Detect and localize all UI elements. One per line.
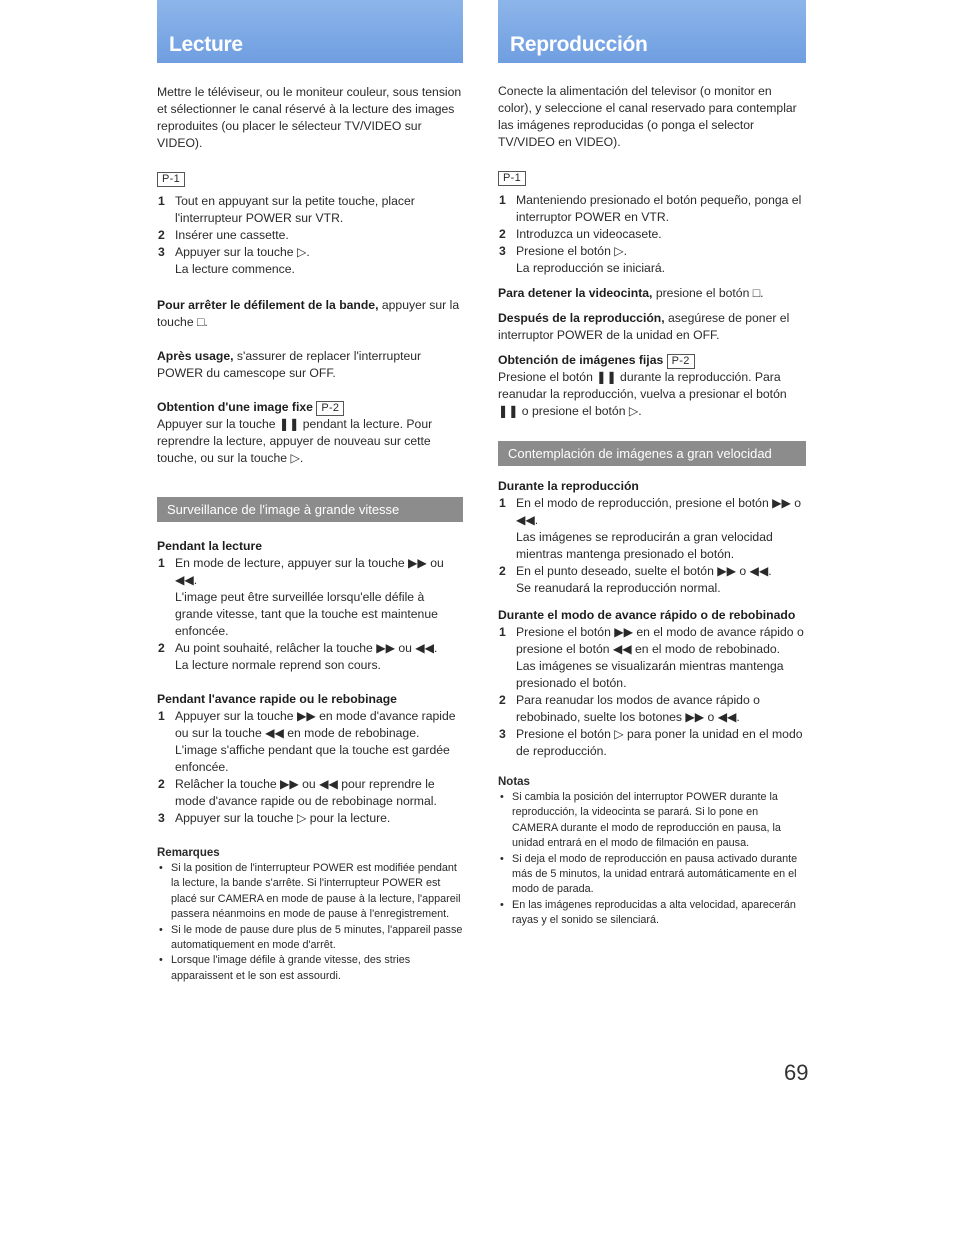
subhead-during-playback: Pendant la lecture [157,539,262,553]
step-item: 1 Appuyer sur la touche ▶▶ en mode d'avance rapide ou sur la touche ◀◀ en mode de rebobinage. L'image s'affiche pendant que la touche est gardée enfoncée. [158,709,456,774]
step-item: 3 Presione el botón ▷. La reproducción se iniciará. [499,244,666,275]
during-playback-steps [498,495,806,597]
subhead-during-playback: Durante la reproducción [498,479,639,493]
figure-ref-p2: P-2 [316,401,344,416]
during-playback-steps [157,555,463,674]
step-item: 2 Insérer une cassette. [158,228,289,242]
section-header-reproduccion: Reproducción [498,0,806,63]
playback-steps [498,192,806,277]
still-image-paragraph: Obtención de imágenes fijas P-2 Presione el botón ❚❚ durante la reproducción. Para reanudar la reproducción, vuelva a presionar el botón ❚❚ o presione el botón ▷. [498,353,787,418]
section-bar-high-speed: Surveillance de l'image à grande vitesse [157,497,463,522]
intro-text: Conecte la alimentación del televisor (o monitor en color), y seleccione el canal reservado para contemplar las imágenes reproducidas (o ponga el selector TV/VIDEO en VIDEO). [498,84,797,149]
subhead-ff-rewind: Pendant l'avance rapide ou le rebobinage [157,692,397,706]
figure-ref-p1: P-1 [157,172,185,187]
step-item: 2 Para reanudar los modos de avance rápido o rebobinado, suelte los botones ▶▶ o ◀◀. [499,693,760,724]
notes-list [157,861,463,984]
column-french [157,0,463,984]
note-item: • Si le mode de pause dure plus de 5 minutes, l'appareil passe automatiquement en mode d'arrêt. [157,923,463,954]
ff-rewind-steps [157,708,463,827]
step-item: 2 Au point souhaité, relâcher la touche ▶▶ ou ◀◀. La lecture normale reprend son cours. [158,641,438,672]
figure-ref-p2: P-2 [667,354,695,369]
column-spanish [498,0,806,929]
step-item: 3 Appuyer sur la touche ▷ pour la lecture. [158,811,391,825]
step-item: 1 En el modo de reproducción, presione el botón ▶▶ o ◀◀. Las imágenes se reproducirán a gran velocidad mientras mantenga presionado el botón. [499,496,802,561]
ff-rewind-steps [498,624,806,760]
stop-paragraph: Pour arrêter le défilement de la bande, appuyer sur la touche □. [157,298,460,329]
section-bar-high-speed: Contemplación de imágenes a gran velocidad [498,441,806,466]
after-use-paragraph: Après usage, s'assurer de replacer l'interrupteur POWER du camescope sur OFF. [157,349,422,380]
step-item: 2 Relâcher la touche ▶▶ ou ◀◀ pour reprendre le mode d'avance rapide ou de rebobinage normal. [158,777,437,808]
subhead-ff-rewind: Durante el modo de avance rápido o de rebobinado [498,608,796,622]
note-item: • Si la position de l'interrupteur POWER est modifiée pendant la lecture, la bande s'arrête. Si l'interrupteur POWER est placé sur CAMERA en mode de pause à la lecture, l'appareil passera néanmoins en mode de pause à l'enregistrement. [157,861,463,923]
step-item: 1 Manteniendo presionado el botón pequeño, ponga el interruptor POWER en VTR. [499,193,802,224]
page-number: 69 [784,1060,809,1085]
step-item: 3 Appuyer sur la touche ▷. La lecture commence. [158,245,310,276]
section-header-lecture: Lecture [157,0,463,63]
figure-ref-p1: P-1 [498,171,526,186]
step-item: 3 Presione el botón ▷ para poner la unidad en el modo de reproducción. [499,727,803,758]
step-item: 2 Introduzca un videocasete. [499,227,662,241]
step-item: 2 En el punto deseado, suelte el botón ▶▶ o ◀◀. Se reanudará la reproducción normal. [499,564,772,595]
note-item: • Si cambia la posición del interruptor POWER durante la reproducción, la videocinta se parará. Si lo pone en CAMERA durante el modo de reproducción en pausa, la unidad entrará en el modo de filmación en pausa. [498,790,806,852]
stop-paragraph: Para detener la videocinta, presione el botón □. [498,286,764,300]
notes-list [498,790,806,929]
note-item: • Si deja el modo de reproducción en pausa activado durante más de 5 minutos, la unidad entrará automáticamente en el modo de parada. [498,852,806,898]
notes-title: Notas [498,776,530,788]
step-item: 1 Tout en appuyant sur la petite touche, placer l'interrupteur POWER sur VTR. [158,194,415,225]
after-use-paragraph: Después de la reproducción, asegúrese de poner el interruptor POWER de la unidad en OFF. [498,311,790,342]
step-item: 1 En mode de lecture, appuyer sur la touche ▶▶ ou ◀◀. L'image peut être surveillée lorsqu'elle défile à grande vitesse, tant que la touche est maintenue enfoncée. [158,556,444,638]
step-item: 1 Presione el botón ▶▶ en el modo de avance rápido o presione el botón ◀◀ en el modo de rebobinado. Las imágenes se visualizarán mientras mantenga presionado el botón. [499,625,804,690]
note-item: • En las imágenes reproducidas a alta velocidad, aparecerán rayas y el sonido se silenciará. [498,898,806,929]
still-image-paragraph: Obtention d'une image fixe P-2 Appuyer sur la touche ❚❚ pendant la lecture. Pour reprendre la lecture, appuyer de nouveau sur cette touche, ou sur la touche ▷. [157,400,433,465]
notes-title: Remarques [157,847,220,859]
playback-steps [157,193,463,278]
note-item: • Lorsque l'image défile à grande vitesse, des stries apparaissent et le son est assourdi. [157,953,463,984]
intro-text: Mettre le téléviseur, ou le moniteur couleur, sous tension et sélectionner le canal réservé à la lecture des images reproduites (ou placer le sélecteur TV/VIDEO sur VIDEO). [157,85,462,150]
